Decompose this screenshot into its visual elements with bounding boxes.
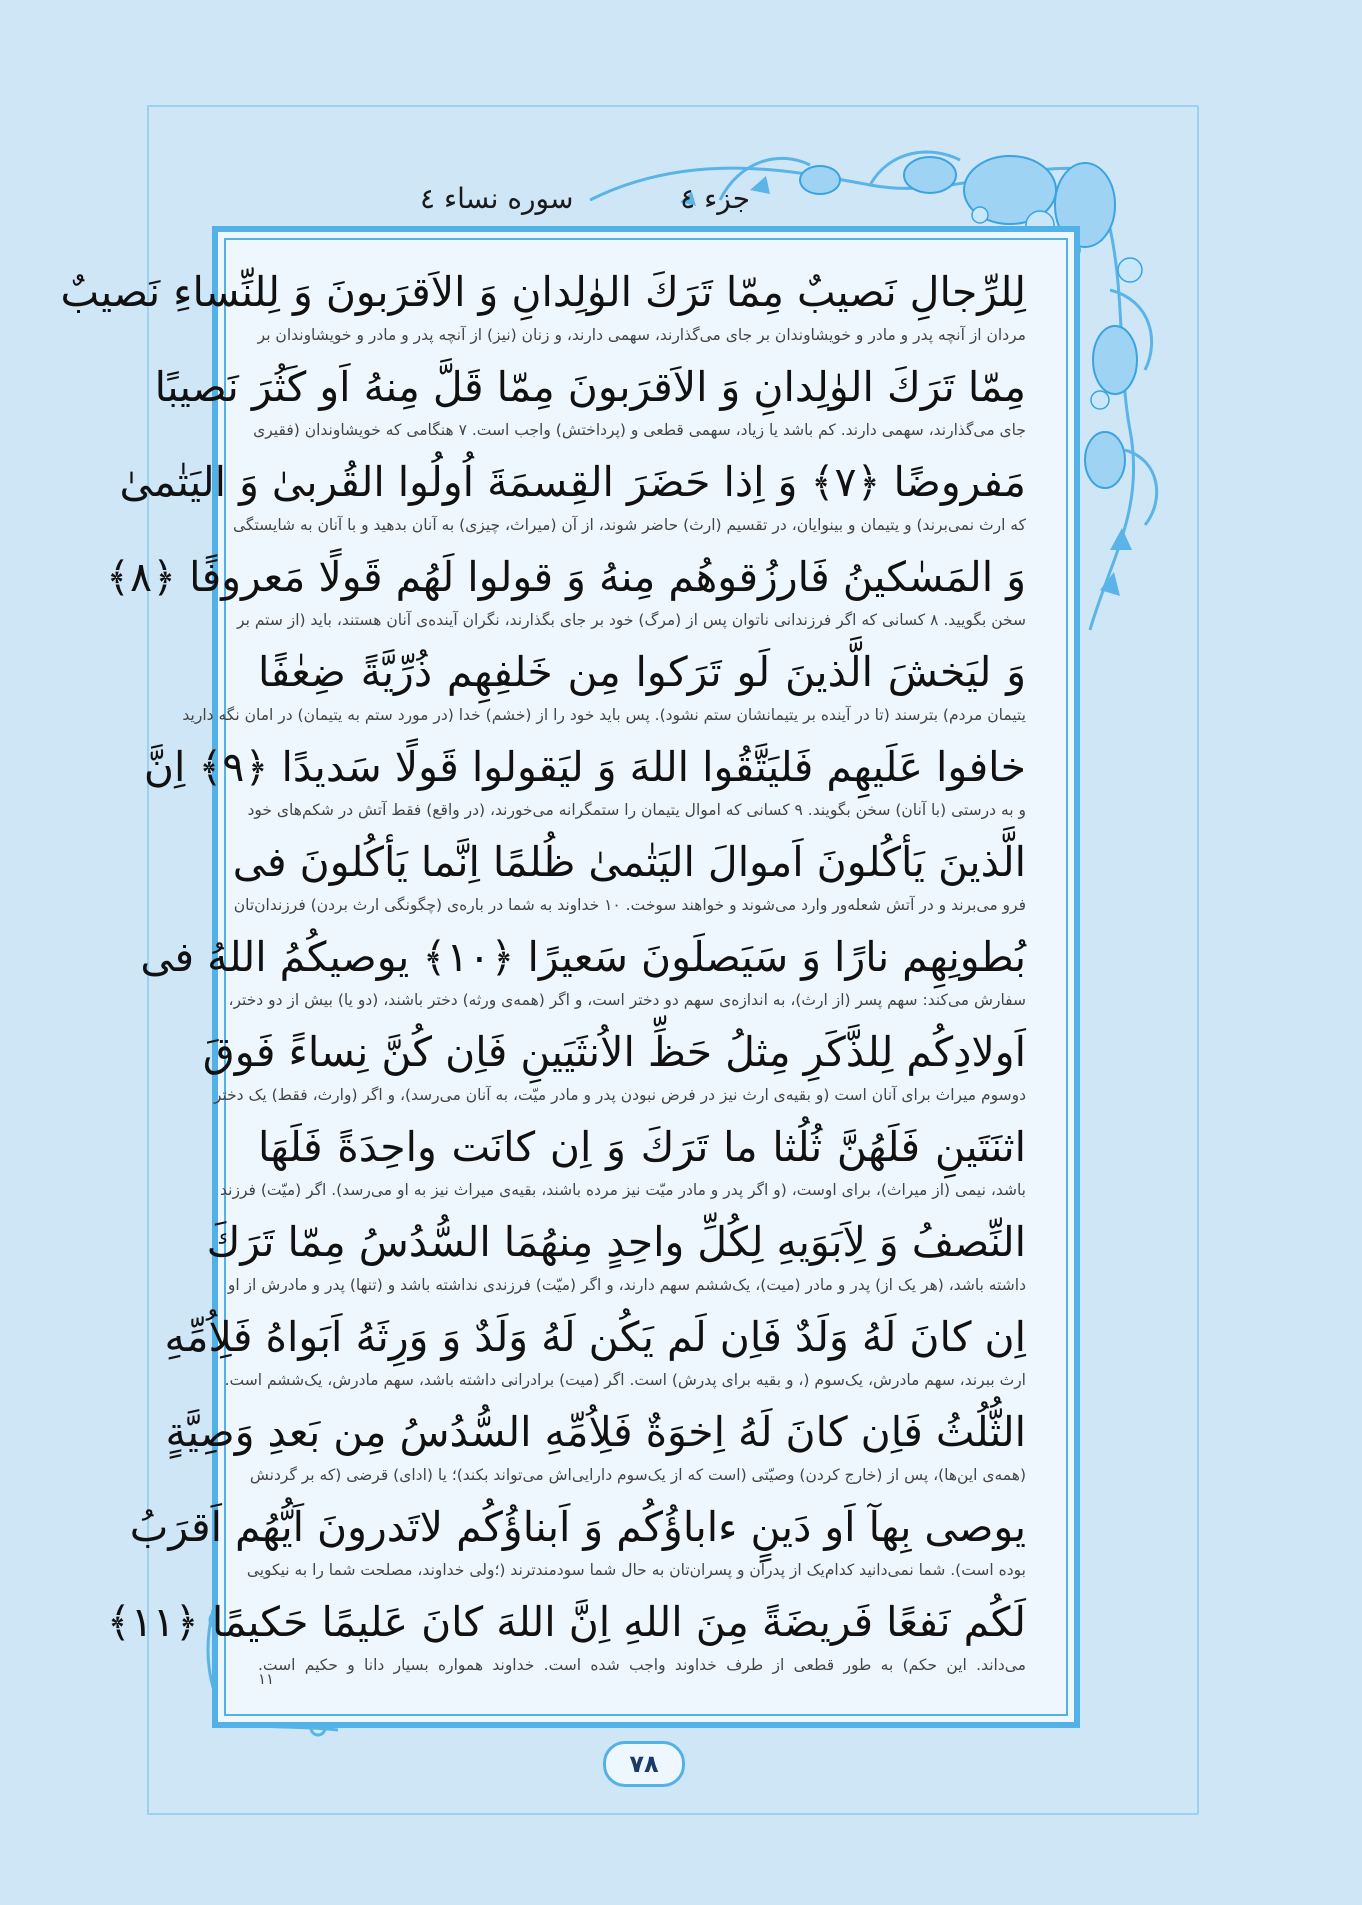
- translation-line: سخن بگویید. ۸ کسانی که اگر فرزندانی ناتوان پس از (مرگ) خود بر جای بگذارند، نگران آینده‌ی آنان هستند، باید (از ستم بر: [237, 611, 1026, 629]
- translation-line: داشته باشد، (هر یک از) پدر و مادر (میت)، یک‌ششم سهم دارند، و اگر (میّت) فرزندی نداشته باشد و (تنها) پدر و مادرش از او: [227, 1276, 1026, 1294]
- arabic-line: الَّذينَ يَأكُلونَ اَموالَ اليَتٰمىٰ ظُلمًا اِنَّما يَأكُلونَ فى: [232, 838, 1026, 886]
- translation-line: می‌داند. این حکم) به طور قطعی از طرف خداوند واجب شده است. خداوند همواره بسیار دانا و حکیم است.: [258, 1656, 1026, 1674]
- translation-line: ارث ببرند، سهم مادرش، یک‌سوم (، و بقیه برای پدرش) است. اگر (میت) برادرانی داشته باشد، سهم مادرش، یک‌ششم است.: [224, 1371, 1026, 1389]
- arabic-line: بُطونِهِم نارًا وَ سَيَصلَونَ سَعيرًا ﴿١٠﴾ يوصيكُمُ اللهُ فى: [140, 933, 1026, 981]
- arabic-line: مَفروضًا ﴿٧﴾ وَ اِذا حَضَرَ القِسمَةَ اُولُوا القُربىٰ وَ اليَتٰمىٰ: [119, 458, 1026, 506]
- translation-line: دوسوم میراث برای آنان است (و بقیه‌ی ارث نیز در فرض نبودن پدر و مادر میّت، به آنان می‌رسد)، و اگر (وارث، فقط) یک دختر: [213, 1086, 1026, 1104]
- arabic-line: يوصى بِهآ اَو دَينٍ ءاباؤُكُم وَ اَبناؤُكُم لاتَدرونَ اَيُّهُم اَقرَبُ: [129, 1503, 1026, 1551]
- translation-line: باشد، نیمی (از میراث)، برای اوست، (و اگر پدر و مادر میّت نیز مرده باشند، بقیه‌ی میراث نیز به او می‌رسد). اگر (میّت) فرزند: [220, 1181, 1026, 1199]
- translation-line: فرو می‌برند و در آتش شعله‌ور وارد می‌شوند و خواهند سوخت. ۱۰ خداوند به شما در باره‌ی (چگونگی ارث بردن) فرزندان‌تان: [233, 896, 1026, 914]
- arabic-line: اثنَتَينِ فَلَهُنَّ ثُلُثا ما تَرَكَ وَ اِن كانَت واحِدَةً فَلَهَا: [258, 1123, 1026, 1171]
- arabic-line: وَ ليَخشَ الَّذينَ لَو تَرَكوا مِن خَلفِهِم ذُرِّيَّةً ضِعٰفًا: [258, 648, 1026, 696]
- translation-line: مردان از آنچه پدر و مادر و خویشاوندان بر جای می‌گذارند، سهمی دارند، و زنان (نیز) از آنچه پدر و مادر و خویشاوندان بر: [257, 326, 1026, 344]
- page-number: ۷۸: [603, 1741, 685, 1787]
- page-content: [60, 262, 1026, 1687]
- arabic-line: وَ المَسٰكينُ فَارزُقوهُم مِنهُ وَ قولوا لَهُم قَولًا مَعروفًا ﴿٨﴾: [106, 553, 1026, 601]
- translation-line: که ارث نمی‌برند) و یتیمان و بینوایان، در تقسیم (ارث) حاضر شوند، از آن (میراث، چیزی) به آنان بدهید و با آنان به شایستگی: [233, 516, 1026, 534]
- translation-line: بوده است). شما نمی‌دانید کدام‌یک از پدران و پسران‌تان به حال شما سودمندترند (؛ولی خداوند، مصلحت شما را به نیکویی: [246, 1561, 1026, 1579]
- footer-verse-reference: ۱۱: [258, 1670, 275, 1688]
- arabic-line: لِلرِّجالِ نَصيبٌ مِمّا تَرَكَ الوٰلِدانِ وَ الاَقرَبونَ وَ لِلنِّساءِ نَصيبٌ: [60, 268, 1026, 316]
- translation-line: یتیمان مردم) بترسند (تا در آینده بر یتیمانشان ستم نشود). پس باید خود را از (خشم) خدا (در مورد ستم به یتیمان) در امان نگه دارید: [182, 706, 1026, 724]
- translation-line: و به درستی (با آنان) سخن بگویند. ۹ کسانی که اموال یتیمان را ستمگرانه می‌خورند، (در واقع) فقط آتش در شکم‌های خود: [247, 801, 1026, 819]
- translation-line: جای می‌گذارند، سهمی دارند. کم باشد یا زیاد، سهمی قطعی و (پرداختش) واجب است. ۷ هنگامی که خویشاوندان (فقیری: [253, 421, 1026, 439]
- juz-label: جزء ٤: [680, 181, 750, 215]
- page-header: [420, 176, 750, 220]
- arabic-line: اَولادِكُم لِلذَّكَرِ مِثلُ حَظِّ الاُنثَيَينِ فَاِن كُنَّ نِساءً فَوقَ: [202, 1028, 1026, 1076]
- arabic-line: لَكُم نَفعًا فَريضَةً مِنَ اللهِ اِنَّ اللهَ كانَ عَليمًا حَكيمًا ﴿١١﴾: [106, 1598, 1026, 1646]
- surah-label: سوره نساء ٤: [420, 181, 574, 215]
- arabic-line: الثُّلُثُ فَاِن كانَ لَهُ اِخوَةٌ فَلِاُمِّهِ السُّدُسُ مِن بَعدِ وَصِيَّةٍ: [165, 1408, 1026, 1456]
- arabic-line: النِّصفُ وَ لِاَبَوَيهِ لِكُلِّ واحِدٍ مِنهُمَا السُّدُسُ مِمّا تَرَكَ: [206, 1218, 1026, 1266]
- translation-line: سفارش می‌کند: سهم پسر (از ارث)، به اندازه‌ی سهم دو دختر است، و اگر (همه‌ی ورثه) دختر باشند، (دو یا) بیش از دو دختر،: [228, 991, 1026, 1009]
- arabic-line: خافوا عَلَيهِم فَليَتَّقُوا اللهَ وَ ليَقولوا قَولًا سَديدًا ﴿٩﴾ اِنَّ: [143, 743, 1026, 791]
- arabic-line: اِن كانَ لَهُ وَلَدٌ فَاِن لَم يَكُن لَهُ وَلَدٌ وَ وَرِثَهُ اَبَواهُ فَلِاُمِّهِ: [164, 1313, 1026, 1361]
- translation-line: (همه‌ی این‌ها)، پس از (خارج کردن) وصیّتی (است که از یک‌سوم دارایی‌اش می‌تواند بکند)؛ یا (ادای) قرضی (که بر گردنش: [249, 1466, 1026, 1484]
- arabic-line: مِمّا تَرَكَ الوٰلِدانِ وَ الاَقرَبونَ مِمّا قَلَّ مِنهُ اَو كَثُرَ نَصيبًا: [154, 363, 1026, 411]
